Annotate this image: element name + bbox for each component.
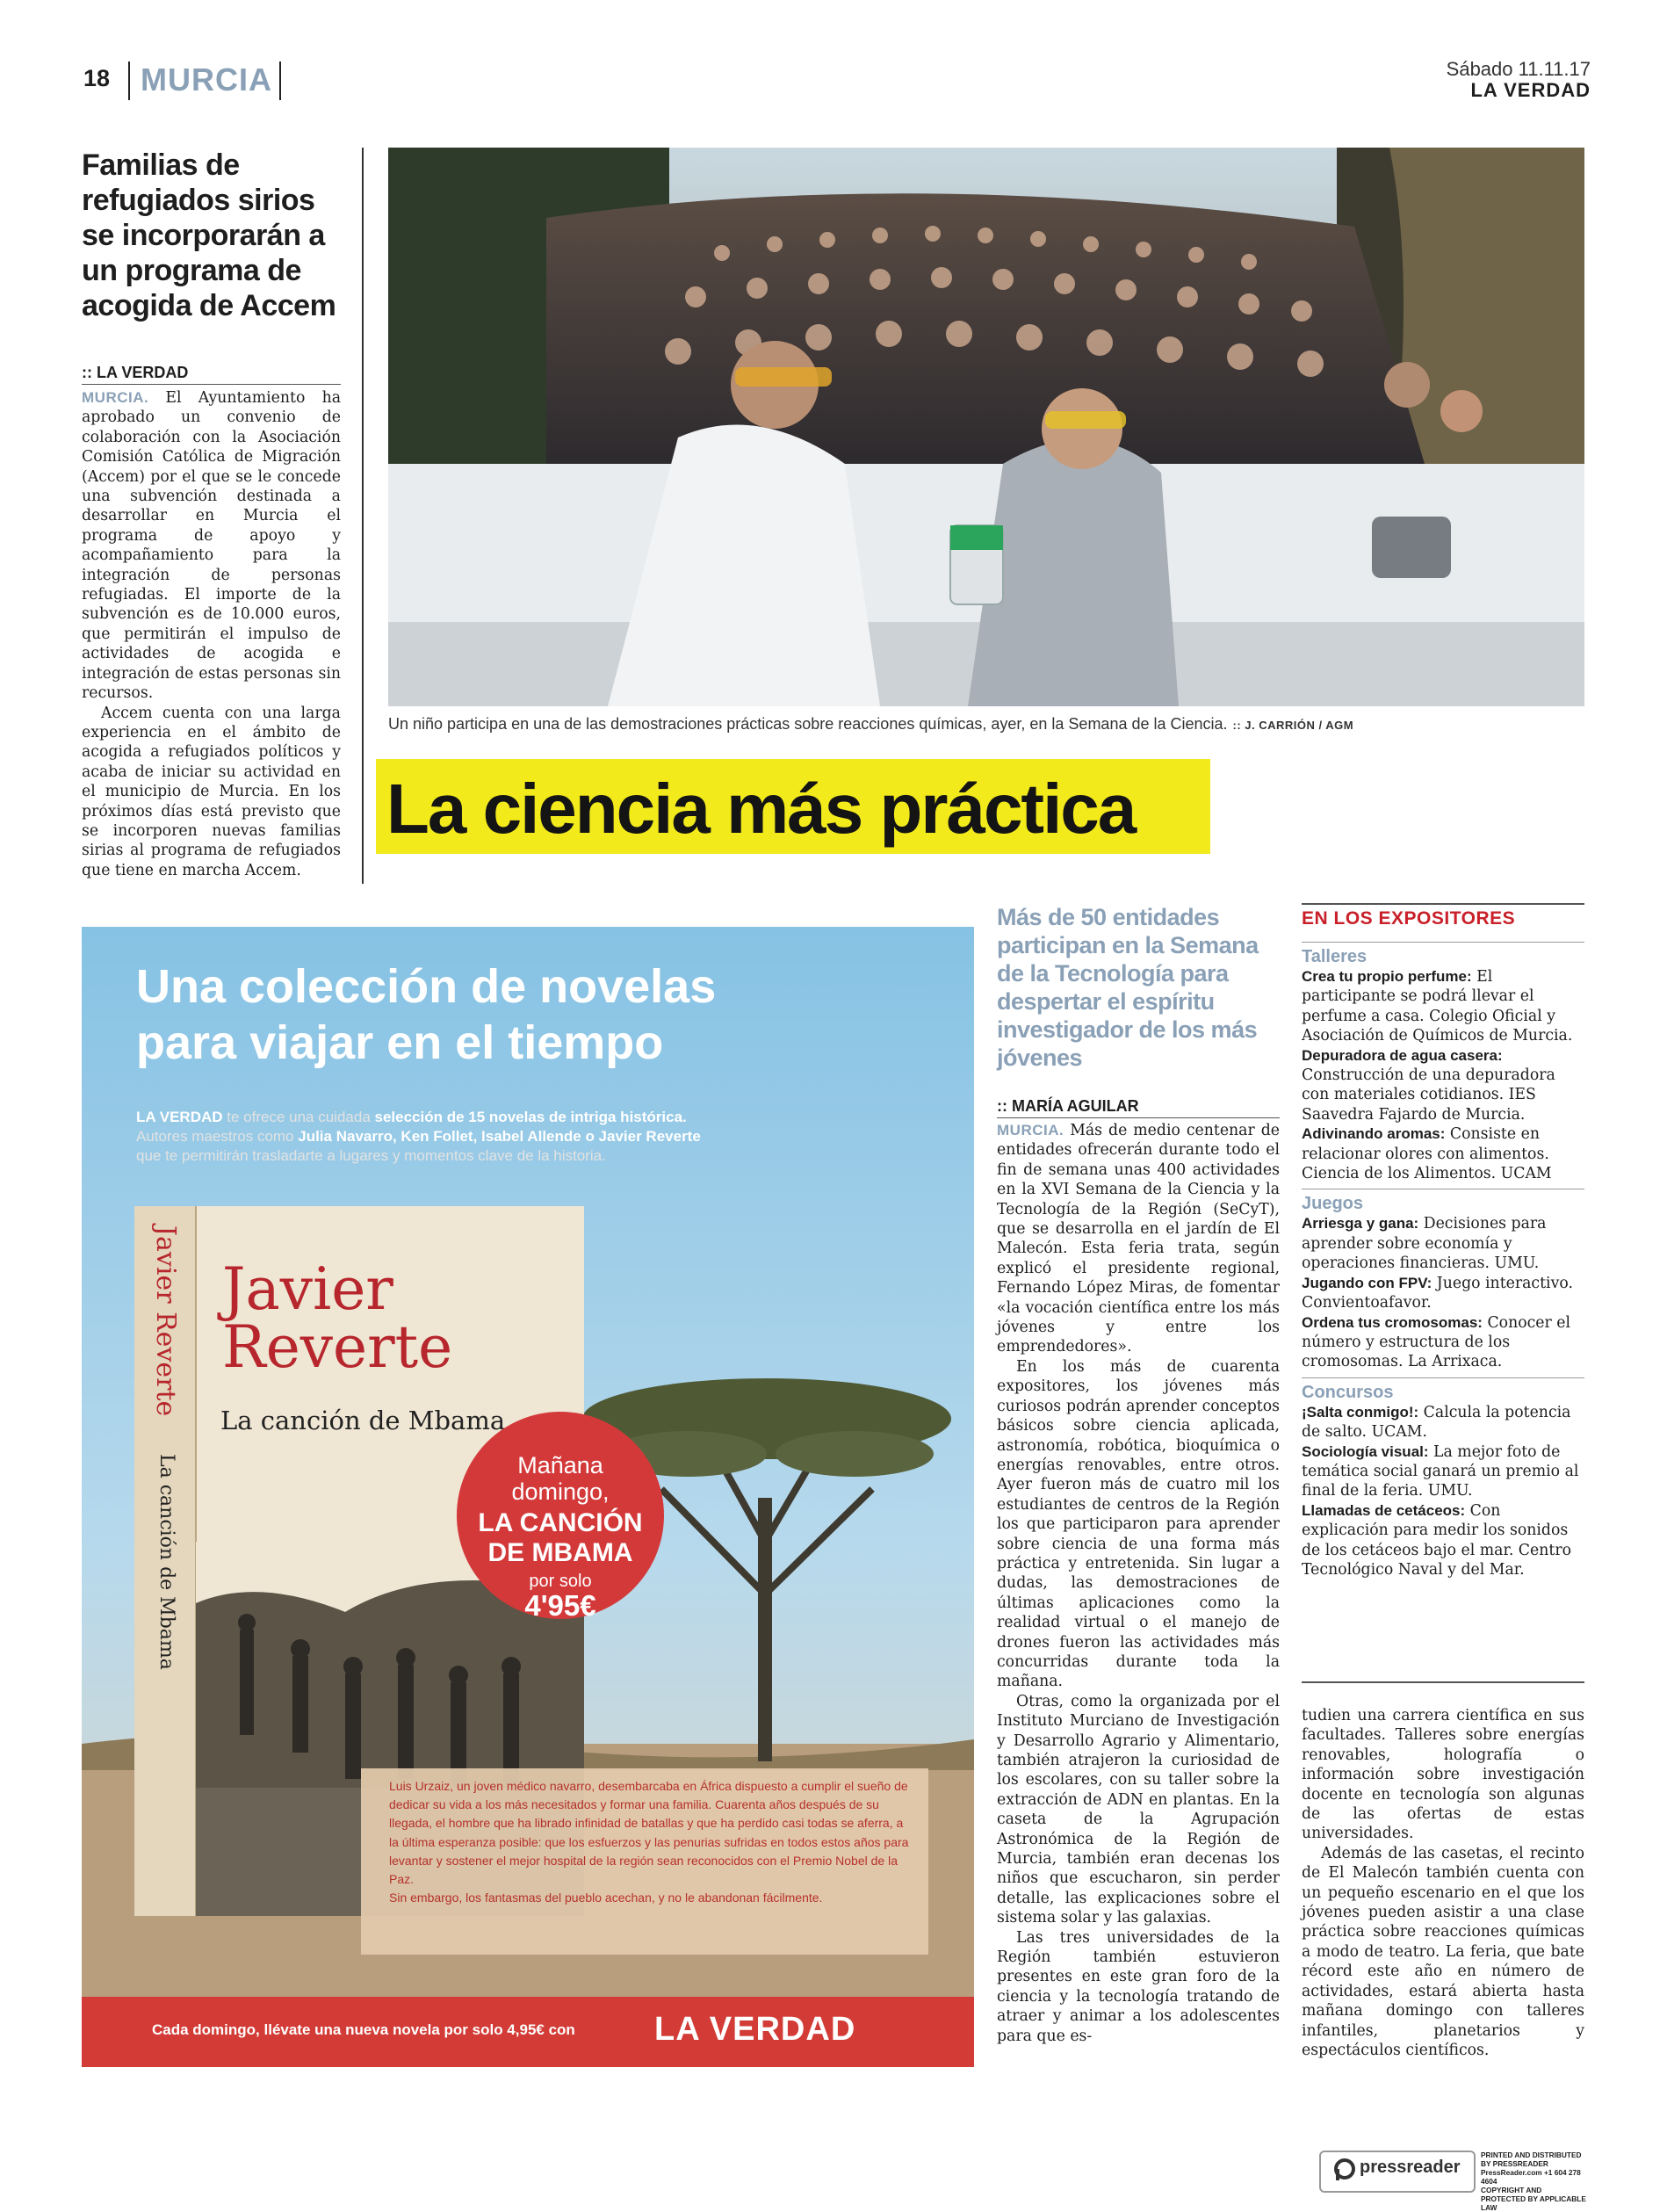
ad-title [136,958,716,1071]
header-divider [279,61,281,100]
expositors-list [1302,942,1584,1585]
item-title: Depuradora de agua casera: [1302,1046,1503,1064]
pressreader-icon [1333,2158,1356,2180]
promo-line: LA CANCIÓN [478,1508,643,1537]
item-text: Con explicación para medir los sonidos de los cetáceos bajo el mar. Centro Tecnológico Naval y del Mar. [1302,1501,1571,1579]
byline-rule [997,1117,1280,1118]
promo-text [457,1452,664,1505]
article-byline: :: MARÍA AGUILAR [997,1097,1139,1115]
byline-rule [82,384,341,385]
item-text: El participante se podrá llevar el perfume a casa. Colegio Oficial y Asociación de Químicos de Murcia. [1302,968,1573,1045]
sidebar-category [1302,1377,1584,1580]
book-author-line: Javier [222,1255,393,1323]
header-divider [128,61,130,100]
ad-title-line: para viajar en el tiempo [136,1016,664,1069]
list-item [1302,1274,1584,1313]
synopsis-paragraph: Luis Urzaiz, un joven médico navarro, desembarcaba en África dispuesto a cumplir el sueño de dedicar su vida a los más necesitados y formar una familia. Cuarenta años después de su llegada, el hombre que ha librado infinidad de batallas y que ha perdido casi todas se aferra, a la última esperanza posible: que los esfuerzos y las penurias sufridas en todos estos años para levantar y sostener el mejor hospital de la región sean reconocidos con el Premio Nobel de la Paz. [389,1779,909,1887]
synopsis-paragraph: Sin embargo, los fantasmas del pueblo acechan, y no le abandonan fácilmente. [389,1890,823,1905]
ad-offer-highlight: selección de 15 novelas de intriga histórica. [374,1109,687,1125]
category-name: Juegos [1302,1189,1584,1214]
promo-line: DE MBAMA [487,1538,633,1567]
sidebar-top-rule [1302,903,1584,905]
item-text: Consiste en relacionar olores con alimentos. Ciencia de los Alimentos. UCAM [1302,1125,1552,1183]
article-location: MURCIA. [997,1122,1064,1139]
article-column [997,1121,1280,2046]
ad-offer [136,1108,927,1166]
promo-line: domingo, [511,1478,610,1505]
book-author-line: Reverte [222,1313,453,1381]
sidebar-category [1302,1189,1584,1371]
list-item [1302,1313,1584,1372]
list-item [1302,1046,1584,1125]
ad-offer-text: te ofrece una cuidada [222,1109,375,1125]
legal-line: PRINTED AND DISTRIBUTED BY PRESSREADER [1481,2151,1582,2168]
item-text: Construcción de una depuradora con materiales cotidianos. IES Saavedra Fajardo de Murcia. [1302,1066,1555,1124]
brief-location: MURCIA. [82,389,149,406]
ad-offer-text: que te permitirán trasladarte a lugares y momentos clave de la historia. [136,1147,606,1164]
article-paragraph: Otras, como la organizada por el Instituto Murciano de Investigación y Desarrollo Agrario y Alimentario, también atrajeron la curiosidad de los escolares, con su taller sobre la extracción de ADN en plantas. En la caseta de la Agrupación Astronómica de la Región de Murcia, también eran decenas los niños que escucharon, sin perder detalle, las explicaciones sobre el sistema solar y las galaxias. [997,1692,1280,1927]
brief-paragraph: El Ayuntamiento ha aprobado un convenio de colaboración con la Asociación Comisión Católica de Migración (Accem) por el que se le concede una subvención destinada a desarrollar en Murcia el programa de apoyo y acompañamiento para la integración de personas refugiadas. El importe de la subvención es de 10.000 euros, que permitirán el impulso de actividades de acogida e integración de estas personas sin recursos. [82,389,342,703]
caption-text: Un niño participa en una de las demostraciones prácticas sobre reacciones químicas, ayer, en la Semana de la Ciencia. [388,715,1228,733]
photo-credit: :: J. CARRIÓN / AGM [1232,719,1354,732]
item-text: La mejor foto de temática social ganará un premio al final de la feria. UMU. [1302,1442,1579,1500]
category-name: Concursos [1302,1377,1584,1403]
brief-headline: Familias de refugiados sirios se incorporarán a un programa de acogida de Accem [82,148,336,322]
item-title: Adivinando aromas: [1302,1125,1446,1143]
item-text: Juego interactivo. Convientoafavor. [1302,1274,1573,1312]
article-paragraph: Además de las casetas, el recinto de El Malecón también cuenta con un pequeño escenario en el que los jóvenes pueden asistir a una clase práctica sobre reacciones químicas a modo de teatro. La feria, que bate récord este año en número de actividades, estará abierta hasta mañana domingo con talleres infantiles, planetarios y espectáculos científicos. [1302,1844,1584,2059]
issue-date: Sábado 11.11.17 [1446,58,1591,80]
brief-body [82,388,341,880]
promo-line: Mañana [517,1452,603,1478]
ad-brand: LA VERDAD [136,1109,223,1125]
novel-collection-ad[interactable] [82,927,974,2067]
list-item [1302,1501,1584,1580]
promo-title [457,1508,664,1568]
main-headline: La ciencia más práctica [386,770,1136,848]
item-title: Arriesga y gana: [1302,1215,1419,1233]
list-item [1302,1214,1584,1273]
book-title: La canción de Mbama [220,1406,506,1435]
legal-line: PressReader.com +1 604 278 4604 [1481,2168,1581,2186]
ad-footer-brand: LA VERDAD [654,2011,856,2048]
article-paragraph: Las tres universidades de la Región también estuvieron presentes en este gran foro de la ciencia y la tecnología tratando de atraer y animar a los adolescentes para que es- [997,1928,1280,2045]
item-text: Decisiones para aprender sobre economía y operaciones financieras. UMU. [1302,1215,1547,1273]
legal-line: COPYRIGHT AND PROTECTED BY APPLICABLE LAW [1481,2186,1586,2212]
newspaper-name: LA VERDAD [1470,79,1591,101]
item-text: Calcula la potencia de salto. UCAM. [1302,1403,1571,1442]
item-title: Crea tu propio perfume: [1302,968,1472,985]
ad-offer-text: Autores maestros como [136,1128,299,1145]
promo-price-label: por solo [529,1572,592,1591]
spine-author: Javier Reverte [150,1225,181,1417]
book-author [222,1255,453,1381]
column-divider [362,148,364,884]
item-title: Llamadas de cetáceos: [1302,1501,1466,1519]
ad-authors: Julia Navarro, Ken Follet, Isabel Allende o Javier Reverte [298,1128,701,1145]
list-item [1302,967,1584,1046]
article-paragraph: En los más de cuarenta expositores, los jóvenes más curiosos podrán aprender conceptos básicos sobre ciencia aplicada, astronomía, robótica, bioquímica o energías renovables, entre otros. Ayer fueron más de cuatro mil los estudiantes de centros de la Región los que participaron para aprender sobre ciencia de una forma más práctica y entretenida. Sin lugar a dudas, las demostraciones de últimas aplicaciones como la realidad virtual o el manejo de drones fueron las actividades más concurridas durante toda la mañana. [997,1357,1280,1691]
list-item [1302,1124,1584,1183]
photo-illustration [388,148,1584,706]
item-text: Conocer el número y estructura de los cromosomas. La Arrixaca. [1302,1313,1571,1371]
category-name: Talleres [1302,942,1584,967]
brief-paragraph: Accem cuenta con una larga experiencia en el ámbito de acogida a refugiados políticos y acaba de iniciar su actividad en el municipio de Murcia. En los próximos días está previsto que se incorporen nuevas familias sirias al programa de refugiados que tiene en marcha Accem. [82,704,341,879]
page-number: 18 [83,65,111,91]
item-title: Ordena tus cromosomas: [1302,1313,1483,1331]
article-subhead: Más de 50 entidades participan en la Semana de la Tecnología para despertar el espíritu investigador de los más jóvenes [997,904,1259,1071]
sidebar-category [1302,942,1584,1183]
legal-notice [1481,2151,1586,2212]
item-title: Jugando con FPV: [1302,1274,1432,1291]
item-title: Sociología visual: [1302,1442,1429,1460]
ad-footer-text: Cada domingo, llévate una nueva novela por solo 4,95€ con [152,2021,575,2038]
brief-byline: :: LA VERDAD [82,364,189,381]
ad-synopsis [389,1777,911,1907]
sidebar-title: EN LOS EXPOSITORES [1302,908,1516,929]
list-item [1302,1442,1584,1501]
promo-price: 4'95€ [524,1589,596,1622]
item-title: ¡Salta conmigo!: [1302,1403,1419,1420]
article-paragraph: Más de medio centenar de entidades ofrecerán durante todo el fin de semana unas 400 actividades en la XVI Semana de la Ciencia y la Tecnología de la Región (SeCyT), que se desarrolla en el jardín de El Malecón. Esta feria trata, según explicó el presidente regional, Fernando López Miras, de fomentar «la vocación científica entre los más jóvenes y entre los emprendedores». [997,1122,1280,1356]
article-column [1302,1706,1584,2060]
pressreader-wordmark: pressreader [1360,2158,1461,2177]
list-item [1302,1403,1584,1442]
science-week-photo [388,148,1584,706]
section-name: MURCIA [141,61,272,98]
sidebar-bottom-rule [1302,1681,1584,1683]
spine-title: La canción de Mbama [155,1454,177,1670]
ad-title-line: Una colección de novelas [136,960,717,1013]
article-paragraph: tudien una carrera científica en sus facultades. Talleres sobre energías renovables, holografía o información sobre investigación docente en tecnología son algunas de las ofertas de estas universidades. [1302,1707,1584,1843]
photo-caption [388,715,1353,734]
